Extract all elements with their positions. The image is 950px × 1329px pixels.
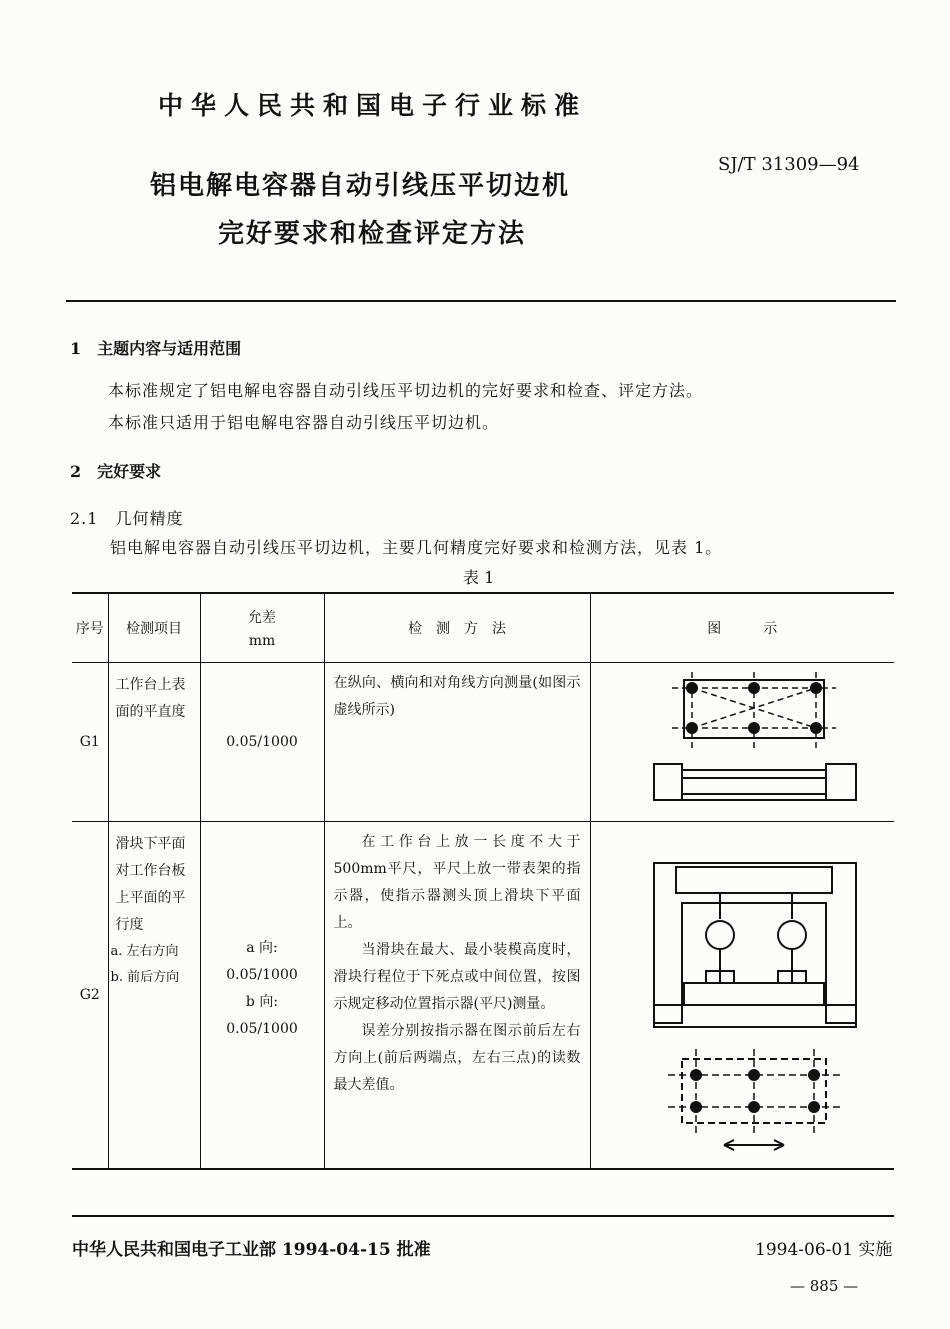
row-item [108, 822, 200, 1170]
row-method [324, 663, 590, 822]
header-tolerance-label: 允差 [248, 610, 276, 626]
document-title-line1: 铝电解电容器自动引线压平切边机 [150, 171, 571, 201]
section-2-heading: 2 完好要求 [70, 462, 162, 481]
row-seq: G2 [72, 822, 108, 1170]
row-item-subitem-b: b. 前后方向 [110, 970, 180, 985]
tolerance-a-label: a 向: [246, 940, 278, 956]
section-1-paragraph-2: 本标准只适用于铝电解电容器自动引线压平切边机。 [108, 413, 500, 432]
row-figure [590, 663, 894, 822]
tolerance-a-value: 0.05/1000 [226, 967, 298, 983]
header-tolerance [200, 593, 324, 663]
footer-divider [72, 1215, 894, 1217]
table-row [72, 663, 894, 822]
table-row [72, 822, 894, 1170]
table-caption: 表 1 [463, 568, 495, 587]
row-item-subitem-a: a. 左右方向 [110, 944, 179, 959]
standard-code: SJ/T 31309—94 [718, 154, 860, 175]
header-method: 检 测 方 法 [324, 593, 590, 663]
row-method-paragraph-2: 当滑块在最大、最小装模高度时，滑块行程位于下死点或中间位置，按图示规定移动位置指示器(平尺)测量。 [333, 942, 581, 1012]
section-1-paragraph-1: 本标准规定了铝电解电容器自动引线压平切边机的完好要求和检查、评定方法。 [108, 381, 704, 400]
row-tolerance: 0.05/1000 [200, 663, 324, 822]
header-tolerance-unit: mm [248, 633, 276, 649]
page-number: — 885 — [790, 1277, 859, 1295]
header-seq: 序号 [72, 593, 108, 663]
document-title-line2: 完好要求和检查评定方法 [218, 219, 527, 249]
row-method-paragraph-1: 在工作台上放一长度不大于500mm平尺，平尺上放一带表架的指示器，使指示器测头顶上滑块下平面上。 [333, 834, 581, 931]
row-method [324, 822, 590, 1170]
geometric-accuracy-table [72, 592, 894, 1170]
row-figure [590, 822, 894, 1170]
header-figure: 图 示 [590, 593, 894, 663]
header-item: 检测项目 [108, 593, 200, 663]
row-tolerance [200, 822, 324, 1170]
row-item [108, 663, 200, 822]
effective-date: 1994-06-01 实施 [755, 1240, 893, 1260]
section-2-1-heading: 2.1 几何精度 [70, 509, 184, 528]
table-header-row [72, 593, 894, 663]
header-divider [66, 300, 896, 302]
row-seq: G1 [72, 663, 108, 822]
tolerance-b-label: b 向: [245, 994, 279, 1010]
section-2-1-text: 铝电解电容器自动引线压平切边机，主要几何精度完好要求和检测方法，见表 1。 [110, 538, 723, 557]
approval-line: 中华人民共和国电子工业部 1994-04-15 批准 [72, 1240, 431, 1260]
flatness-measurement-diagram [592, 664, 892, 814]
row-method-text: 在纵向、横向和对角线方向测量(如图示虚线所示) [333, 675, 581, 718]
section-1-heading: 1 主题内容与适用范围 [70, 339, 242, 358]
row-item-text: 滑块下平面对工作台板上平面的平行度 [115, 836, 186, 933]
tolerance-b-value: 0.05/1000 [226, 1021, 298, 1037]
issuing-organization: 中华人民共和国电子行业标准 [158, 91, 588, 120]
row-method-paragraph-3: 误差分别按指示器在图示前后左右方向上(前后两端点，左右三点)的读数最大差值。 [333, 1023, 581, 1093]
row-item-text: 工作台上表面的平直度 [115, 677, 186, 720]
parallelism-measurement-diagram [592, 823, 892, 1163]
